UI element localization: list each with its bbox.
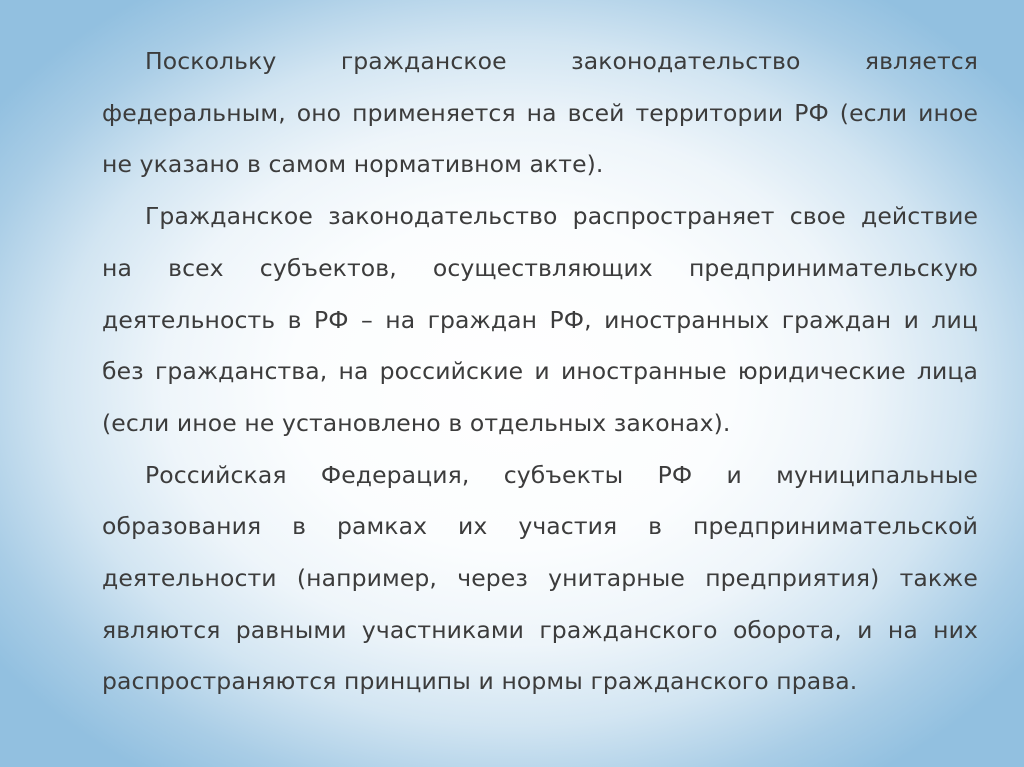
- paragraph-public-entities: Российская Федерация, субъекты РФ и муниципальные образования в рамках их участия в предпринимательской деятельности (например, через унитарные предприятия) также являются равными участниками гражданского оборота, и на них распространяются принципы и нормы гражданского права.: [102, 460, 978, 696]
- slide-text-body: [102, 36, 978, 708]
- paragraph-subjects: Гражданское законодательство распространяет свое действие на всех субъектов, осуществляющих предпринимательскую деятельность в РФ – на граждан РФ, иностранных граждан и лиц без гражданства, на российские и иностранные юридические лица (если иное не установлено в отдельных законах).: [102, 202, 978, 437]
- paragraph-federal-scope: Поскольку гражданское законодательство является федеральным, оно применяется на всей территории РФ (если иное не указано в самом нормативном акте).: [102, 47, 978, 179]
